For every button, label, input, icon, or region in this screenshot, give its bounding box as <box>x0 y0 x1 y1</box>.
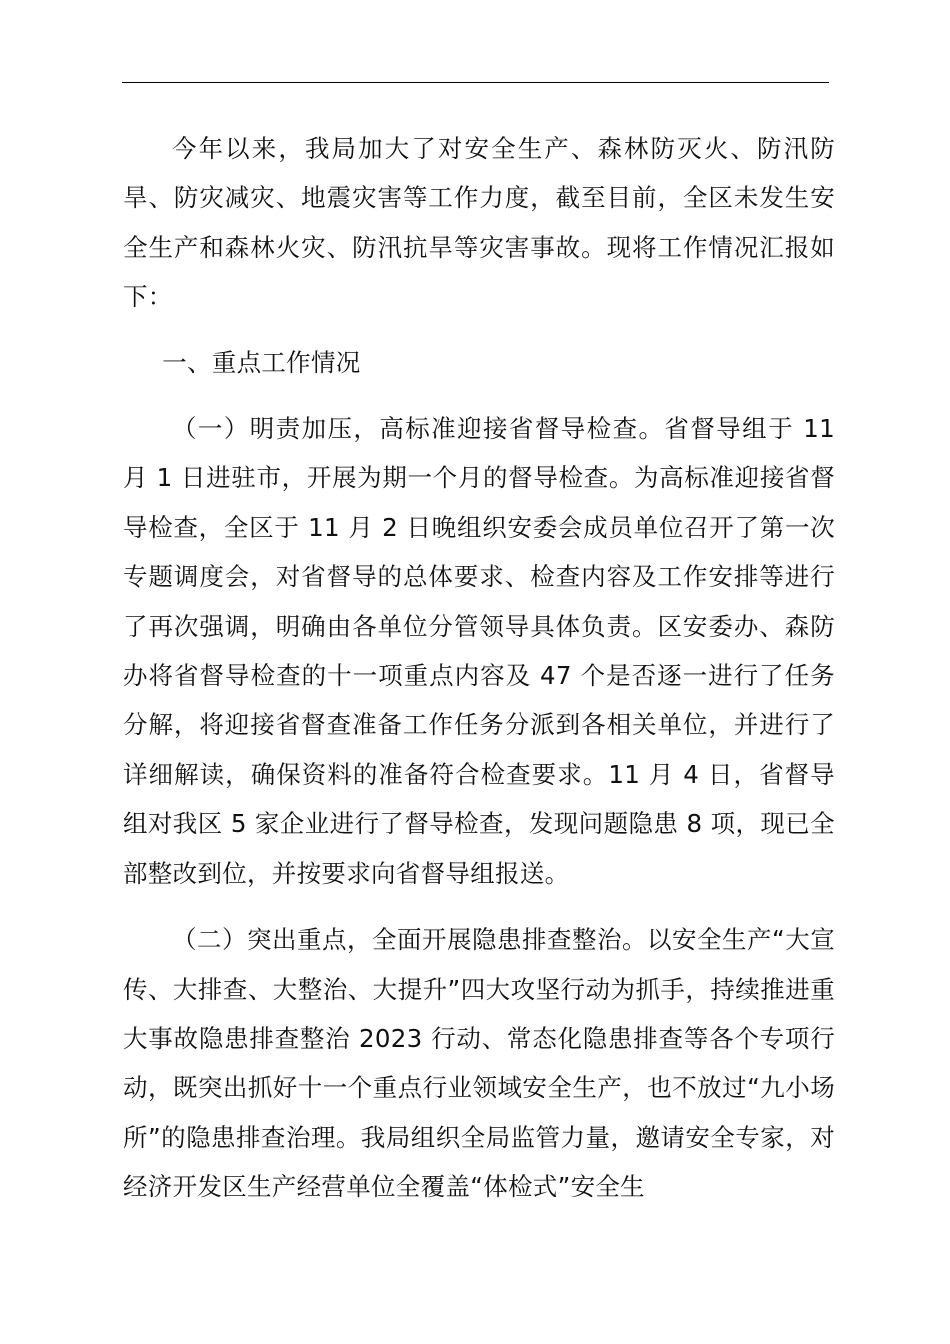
intro-paragraph: 今年以来，我局加大了对安全生产、森林防灭火、防汛防旱、防灾减灾、地震灾害等工作力度，截至目前，全区未发生安全生产和森林火灾、防汛抗旱等灾害事故。现将工作情况汇报如下： <box>123 134 835 312</box>
header-rule <box>122 82 829 83</box>
paragraph-2: （二）突出重点，全面开展隐患排查整治。以安全生产“大宣传、大排查、大整治、大提升”四大攻坚行动为抓手，持续推进重大事故隐患排查整治 2023 行动、常态化隐患排查等各个专项行动，既突出抓好十一个重点行业领域安全生产，也不放过“九小场所”的隐患排查治理。我局组织全局监管力量，邀请安全专家，对经济开发区生产经营单位全覆盖“体检式”安全生 <box>123 925 835 1202</box>
paragraph-1: （一）明责加压，高标准迎接省督导检查。省督导组于 11 月 1 日进驻市，开展为期一个月的督导检查。为高标准迎接省督导检查，全区于 11 月 2 日晚组织安委会成员单位召开了第一次专题调度会，对省督导的总体要求、检查内容及工作安排等进行了再次强调，明确由各单位分管领导具体负责。区安委办、森防办将省督导检查的十一项重点内容及 47 个是否逐一进行了任务分解，将迎接省督查准备工作任务分派到各相关单位，并进行了详细解读，确保资料的准备符合检查要求。11 月 4 日，省督导组对我区 5 家企业进行了督导检查，发现问题隐患 8 项，现已全部整改到位，并按要求向省督导组报送。 <box>123 414 835 888</box>
document-body <box>123 124 835 1212</box>
section-heading: 一、重点工作情况 <box>162 347 361 377</box>
